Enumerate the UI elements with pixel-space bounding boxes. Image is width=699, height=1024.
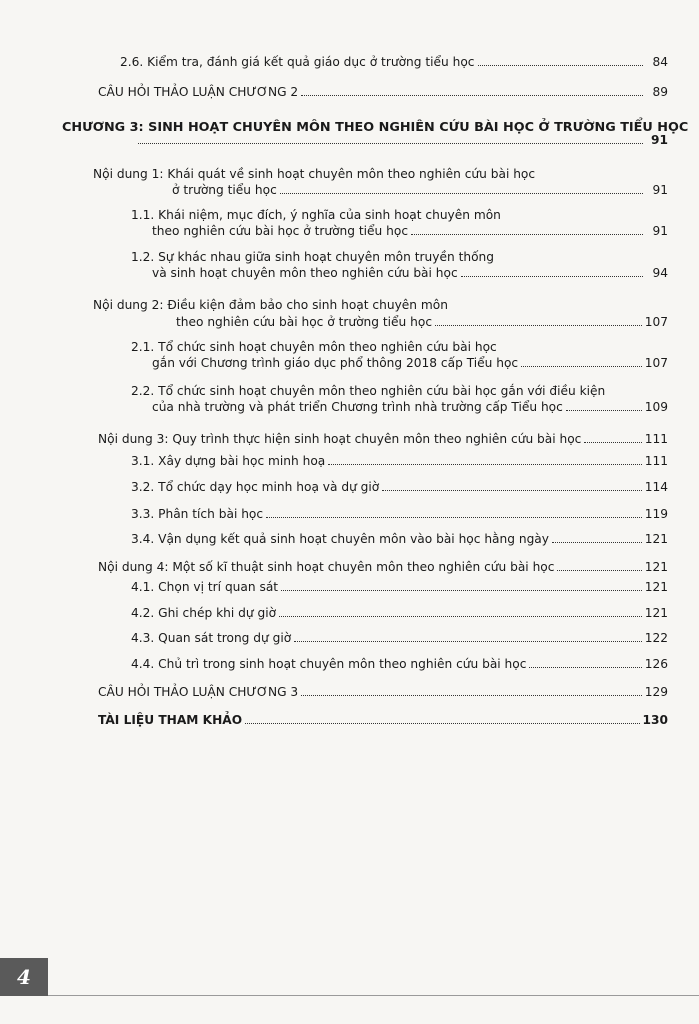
toc-entry[interactable] — [176, 314, 668, 330]
toc-entry-page: 121 — [644, 560, 668, 574]
toc-entry-text: 3.1. Xây dựng bài học minh hoạ — [131, 454, 326, 468]
toc-entry-text: gắn với Chương trình giáo dục phổ thông 2018 cấp Tiểu học — [152, 356, 519, 370]
leader-dots — [281, 590, 642, 591]
toc-entry-text: TÀI LIỆU THAM KHẢO — [98, 713, 243, 727]
toc-entry-text: 4.3. Quan sát trong dự giờ — [131, 631, 292, 645]
toc-entry-page: 122 — [644, 631, 668, 645]
subsection-title-line1[interactable]: 1.2. Sự khác nhau giữa sinh hoạt chuyên môn truyền thống — [131, 250, 494, 264]
leader-dots — [461, 276, 643, 277]
toc-entry-page: 109 — [644, 400, 668, 414]
toc-entry-page: 107 — [644, 356, 668, 370]
toc-entry-text: 4.4. Chủ trì trong sinh hoạt chuyên môn theo nghiên cứu bài học — [131, 657, 527, 671]
leader-dots — [266, 517, 642, 518]
leader-dots — [294, 641, 642, 642]
toc-entry[interactable] — [131, 656, 668, 672]
toc-entry[interactable] — [152, 399, 668, 415]
toc-entry-text: CÂU HỎI THẢO LUẬN CHƯƠNG 3 — [98, 685, 299, 699]
leader-dots — [584, 442, 641, 443]
toc-entry[interactable] — [152, 223, 668, 239]
toc-entry-page: 89 — [652, 85, 668, 99]
leader-dots — [382, 490, 641, 491]
toc-entry-text: 3.4. Vận dụng kết quả sinh hoạt chuyên môn vào bài học hằng ngày — [131, 532, 549, 546]
toc-entry-text: Nội dung 3: Quy trình thực hiện sinh hoạt chuyên môn theo nghiên cứu bài học — [98, 432, 582, 446]
toc-entry-text: 3.3. Phân tích bài học — [131, 507, 264, 521]
toc-entry-page: 84 — [652, 55, 668, 69]
leader-dots — [328, 464, 641, 465]
toc-entry[interactable] — [131, 531, 668, 547]
toc-entry-page: 114 — [644, 480, 668, 494]
toc-entry-page: 119 — [644, 507, 668, 521]
toc-entry-text: ở trường tiểu học — [172, 183, 277, 197]
toc-entry[interactable] — [131, 630, 668, 646]
toc-entry-page: 91 — [652, 224, 668, 238]
toc-entry-page: 129 — [644, 685, 668, 699]
toc-entry-page: 107 — [644, 315, 668, 329]
page-number: 4 — [17, 965, 31, 989]
toc-entry[interactable] — [120, 54, 668, 70]
toc-entry-text: theo nghiên cứu bài học ở trường tiểu học — [176, 315, 433, 329]
leader-dots — [301, 95, 643, 96]
leader-dots — [279, 616, 642, 617]
leader-dots — [557, 570, 641, 571]
leader-dots — [411, 234, 643, 235]
toc-entry[interactable] — [172, 182, 668, 198]
toc-entry[interactable] — [131, 605, 668, 621]
toc-entry-text: 2.6. Kiểm tra, đánh giá kết quả giáo dục ở trường tiểu học — [120, 55, 475, 69]
subsection-title-line1[interactable]: 1.1. Khái niệm, mục đích, ý nghĩa của sinh hoạt chuyên môn — [131, 208, 501, 222]
subsection-title-line1[interactable]: 2.1. Tổ chức sinh hoạt chuyên môn theo nghiên cứu bài học — [131, 340, 497, 354]
section-title-line1[interactable]: Nội dung 2: Điều kiện đảm bảo cho sinh hoạt chuyên môn — [93, 298, 448, 312]
leader-dots — [529, 667, 641, 668]
leader-dots — [552, 542, 642, 543]
leader-dots — [138, 143, 643, 144]
toc-entry-text: theo nghiên cứu bài học ở trường tiểu học — [152, 224, 409, 238]
toc-entry-page: 121 — [644, 580, 668, 594]
toc-entry[interactable] — [98, 684, 668, 700]
toc-entry[interactable] — [131, 579, 668, 595]
subsection-title-line1[interactable]: 2.2. Tổ chức sinh hoạt chuyên môn theo nghiên cứu bài học gắn với điều kiện — [131, 384, 606, 398]
leader-dots — [280, 193, 643, 194]
toc-entry-text: CÂU HỎI THẢO LUẬN CHƯƠNG 2 — [98, 85, 299, 99]
toc-entry-page: 130 — [642, 713, 668, 727]
toc-entry-page: 126 — [644, 657, 668, 671]
chapter-page: 91 — [651, 133, 668, 147]
toc-entry-text: 4.1. Chọn vị trí quan sát — [131, 580, 279, 594]
toc-entry[interactable] — [98, 431, 668, 447]
toc-entry[interactable] — [98, 84, 668, 100]
toc-entry[interactable] — [131, 453, 668, 469]
toc-entry-page: 121 — [644, 532, 668, 546]
leader-dots — [435, 325, 642, 326]
footer-rule — [48, 995, 699, 996]
leader-dots — [566, 410, 642, 411]
toc-entry-text: Nội dung 4: Một số kĩ thuật sinh hoạt chuyên môn theo nghiên cứu bài học — [98, 560, 555, 574]
section-title-line1[interactable]: Nội dung 1: Khái quát về sinh hoạt chuyên môn theo nghiên cứu bài học — [93, 167, 536, 181]
toc-entry[interactable] — [152, 265, 668, 281]
leader-dots — [301, 695, 642, 696]
toc-entry-page: 111 — [644, 432, 668, 446]
toc-entry-page: 111 — [644, 454, 668, 468]
page-number-badge — [0, 958, 48, 996]
toc-entry-text: 4.2. Ghi chép khi dự giờ — [131, 606, 277, 620]
toc-entry-text: của nhà trường và phát triển Chương trình nhà trường cấp Tiểu học — [152, 400, 563, 414]
chapter-title: CHƯƠNG 3: SINH HOẠT CHUYÊN MÔN THEO NGHIÊN CỨU BÀI HỌC Ở TRƯỜNG TIỂU HỌC — [62, 120, 689, 135]
leader-dots — [521, 366, 642, 367]
toc-entry[interactable] — [131, 506, 668, 522]
toc-entry[interactable] — [152, 355, 668, 371]
chapter-heading-leader — [135, 132, 668, 148]
leader-dots — [478, 65, 644, 66]
toc-entry-page: 121 — [644, 606, 668, 620]
toc-entry[interactable] — [98, 559, 668, 575]
toc-entry-page: 91 — [652, 183, 668, 197]
leader-dots — [245, 723, 639, 724]
toc-entry-page: 94 — [652, 266, 668, 280]
toc-entry-text: 3.2. Tổ chức dạy học minh hoạ và dự giờ — [131, 480, 380, 494]
toc-entry[interactable] — [131, 479, 668, 495]
toc-entry-text: và sinh hoạt chuyên môn theo nghiên cứu bài học — [152, 266, 458, 280]
toc-entry[interactable] — [98, 712, 668, 728]
